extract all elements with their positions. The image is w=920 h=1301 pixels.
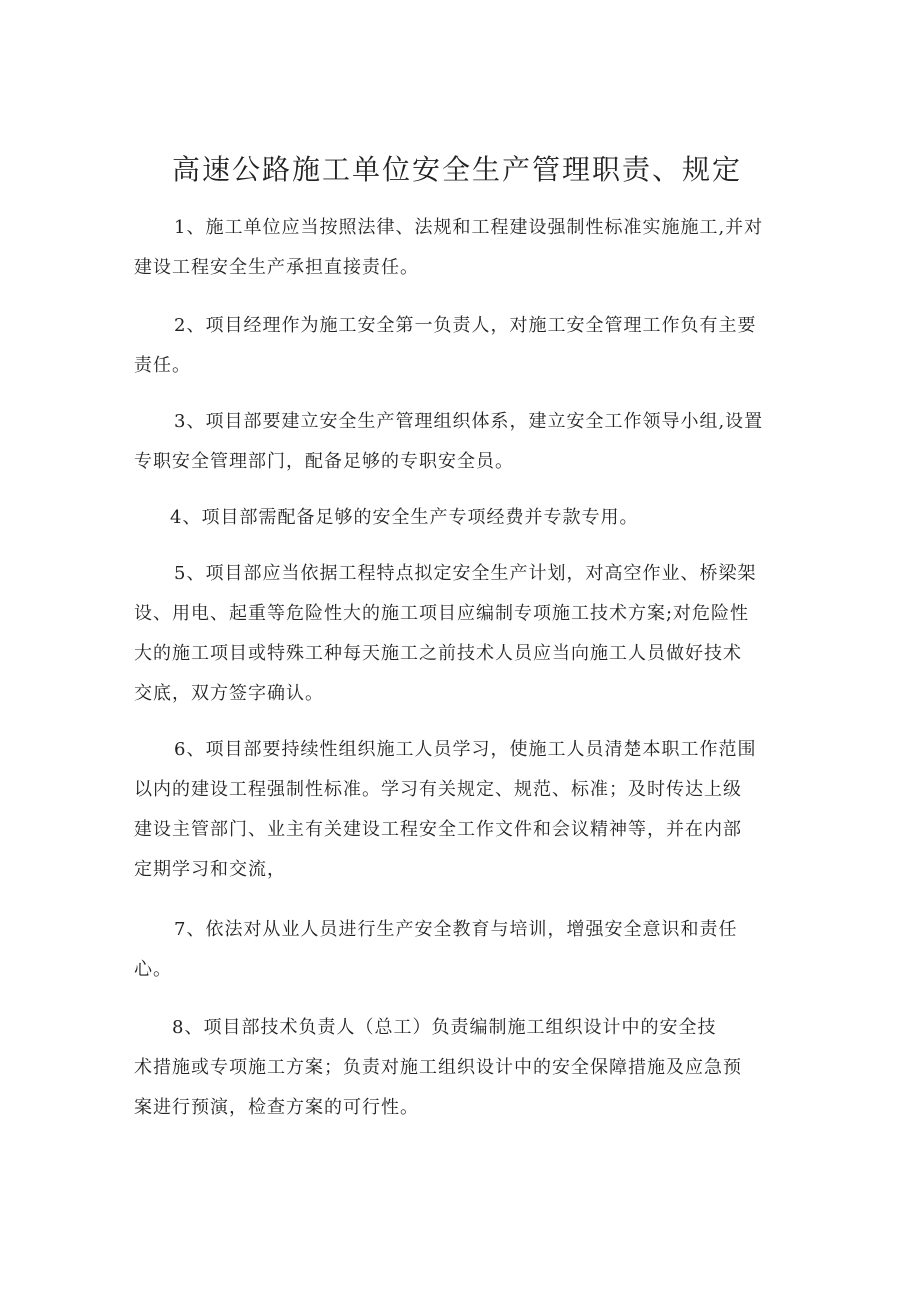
paragraph-2 bbox=[134, 306, 794, 386]
paragraph-line: 1、施工单位应当按照法律、法规和工程建设强制性标准实施施工,并对 bbox=[174, 217, 764, 238]
paragraph-line: 4、项目部需配备足够的安全生产专项经费并专款专用。 bbox=[170, 507, 639, 528]
paragraph-8 bbox=[134, 1008, 794, 1128]
paragraph-line: 8、项目部技术负责人（总工）负责编制施工组织设计中的安全技 bbox=[172, 1017, 717, 1038]
paragraph-line: 定期学习和交流， bbox=[134, 859, 286, 880]
paragraph-line: 术措施或专项施工方案；负责对施工组织设计中的安全保障措施及应急预 bbox=[134, 1057, 742, 1078]
paragraph-6 bbox=[134, 730, 794, 890]
paragraph-5 bbox=[134, 554, 794, 714]
paragraph-line: 交底，双方签字确认。 bbox=[134, 683, 324, 704]
paragraph-7 bbox=[134, 910, 794, 990]
paragraph-4 bbox=[134, 498, 794, 538]
paragraph-line: 建设主管部门、业主有关建设工程安全工作文件和会议精神等，并在内部 bbox=[134, 819, 742, 840]
paragraph-line: 以内的建设工程强制性标准。学习有关规定、规范、标准；及时传达上级 bbox=[134, 779, 742, 800]
paragraph-1 bbox=[134, 208, 794, 288]
paragraph-3 bbox=[134, 402, 794, 482]
paragraph-line: 专职安全管理部门，配备足够的专职安全员。 bbox=[134, 451, 514, 472]
paragraph-line: 3、项目部要建立安全生产管理组织体系，建立安全工作领导小组,设置 bbox=[174, 411, 764, 432]
paragraph-line: 5、项目部应当依据工程特点拟定安全生产计划，对高空作业、桥梁架 bbox=[174, 563, 757, 584]
paragraph-line: 责任。 bbox=[134, 355, 191, 376]
paragraph-line: 2、项目经理作为施工安全第一负责人，对施工安全管理工作负有主要 bbox=[174, 315, 757, 336]
paragraph-line: 心。 bbox=[134, 959, 172, 980]
paragraph-line: 建设工程安全生产承担直接责任。 bbox=[134, 257, 419, 278]
paragraph-line: 6、项目部要持续性组织施工人员学习，使施工人员清楚本职工作范围 bbox=[174, 739, 757, 760]
paragraph-line: 大的施工项目或特殊工种每天施工之前技术人员应当向施工人员做好技术 bbox=[134, 643, 742, 664]
paragraph-line: 案进行预演，检查方案的可行性。 bbox=[134, 1097, 419, 1118]
paragraph-line: 7、依法对从业人员进行生产安全教育与培训，增强安全意识和责任 bbox=[174, 919, 738, 940]
paragraph-line: 设、用电、起重等危险性大的施工项目应编制专项施工技术方案;对危险性 bbox=[134, 603, 750, 624]
document-title: 高速公路施工单位安全生产管理职责、规定 bbox=[172, 153, 743, 186]
